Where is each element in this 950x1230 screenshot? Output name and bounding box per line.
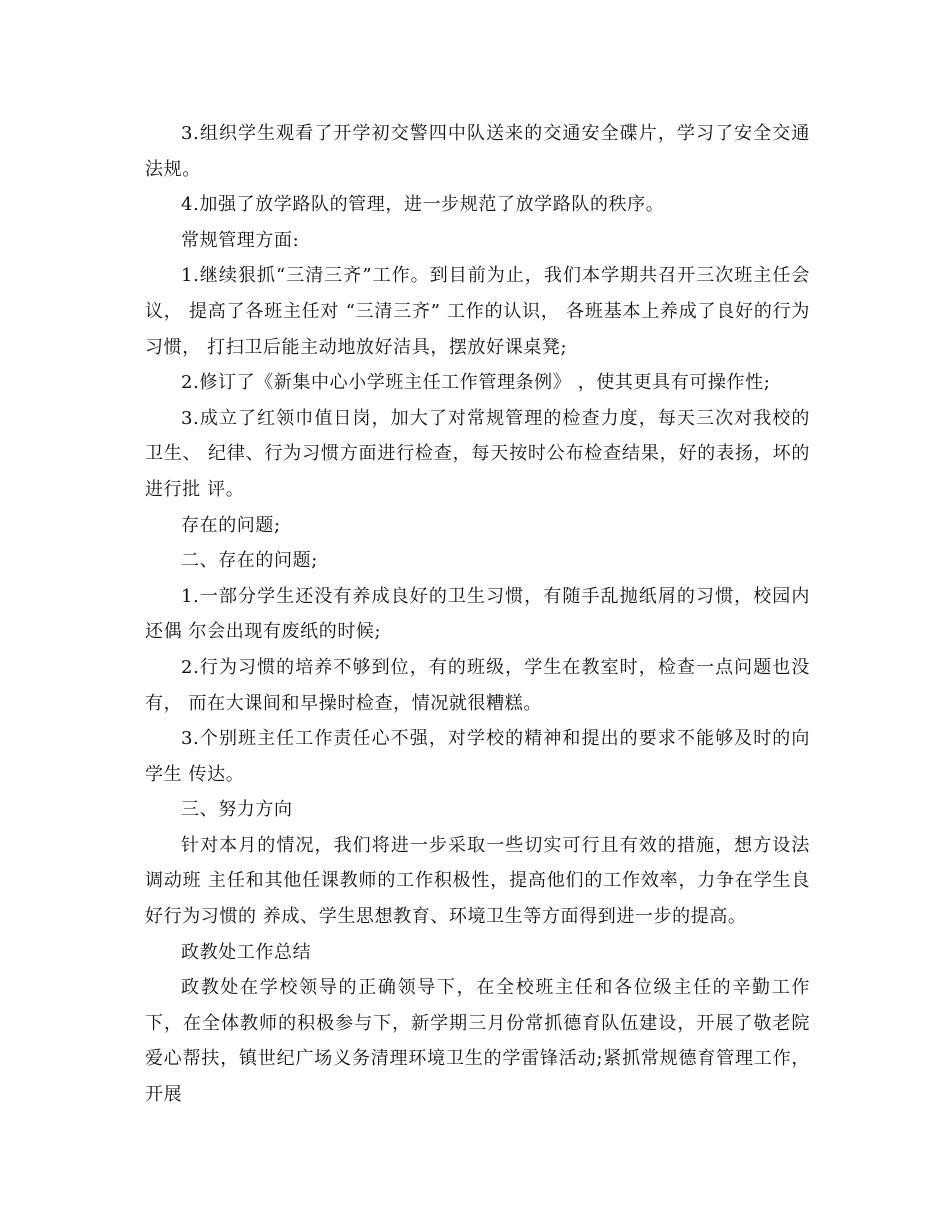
heading-routine-management: 常规管理方面: — [181, 229, 300, 251]
document-body — [145, 116, 810, 1113]
heading-section-two-problems: 二、存在的问题; — [181, 550, 318, 572]
paragraph-red-scarf-duty: 3.成立了红领巾值日岗，加大了对常规管理的检查力度，每天三次对我校的卫生、 纪律、行为习惯方面进行检查，每天按时公布检查结果，好的表扬，坏的进行批 评。 — [145, 407, 810, 500]
paragraph-traffic-safety-video: 3.组织学生观看了开学初交警四中队送来的交通安全碟片，学习了安全交通法规。 — [145, 123, 810, 180]
paragraph-revised-regulations: 2.修订了《新集中心小学班主任工作管理条例》 ，使其更具有可操作性; — [181, 372, 771, 394]
heading-existing-problems: 存在的问题; — [181, 514, 281, 536]
paragraph-three-clean-three-neat: 1.继续狠抓“三清三齐”工作。到目前为止，我们本学期共召开三次班主任会议， 提高了各班主任对 “三清三齐” 工作的认识， 各班基本上养成了良好的行为习惯， 打扫卫后能主动地放好洁具，摆放好课桌凳; — [145, 265, 810, 358]
paragraph-problem-hygiene: 1.一部分学生还没有养成良好的卫生习惯，有随手乱抛纸屑的习惯，校园内还偶 尔会出现有废纸的时候; — [145, 585, 810, 643]
paragraph-problem-responsibility: 3.个别班主任工作责任心不强，对学校的精神和提出的要求不能够及时的向学生 传达。 — [145, 728, 810, 785]
paragraph-future-measures: 针对本月的情况，我们将进一步采取一些切实可行且有效的措施，想方设法调动班 主任和其他任课教师的工作积极性，提高他们的工作效率，力争在学生良好行为习惯的 养成、学生思想教育、环境卫生等方面得到进一步的提高。 — [145, 834, 810, 928]
paragraph-summary-intro: 政教处在学校领导的正确领导下，在全校班主任和各位级主任的辛勤工作下，在全体教师的积极参与下，新学期三月份常抓德育队伍建设，开展了敬老院爱心帮扶，镇世纪广场义务清理环境卫生的学雷锋活动;紧抓常规德育管理工作，开展 — [145, 977, 810, 1106]
heading-work-summary: 政教处工作总结 — [181, 941, 312, 963]
paragraph-after-school-queue: 4.加强了放学路队的管理，进一步规范了放学路队的秩序。 — [181, 194, 665, 216]
paragraph-problem-habits: 2.行为习惯的培养不够到位，有的班级，学生在教室时，检查一点问题也没有， 而在大课间和早操时检查，情况就很糟糕。 — [145, 656, 810, 714]
heading-section-three-direction: 三、努力方向 — [181, 799, 293, 821]
